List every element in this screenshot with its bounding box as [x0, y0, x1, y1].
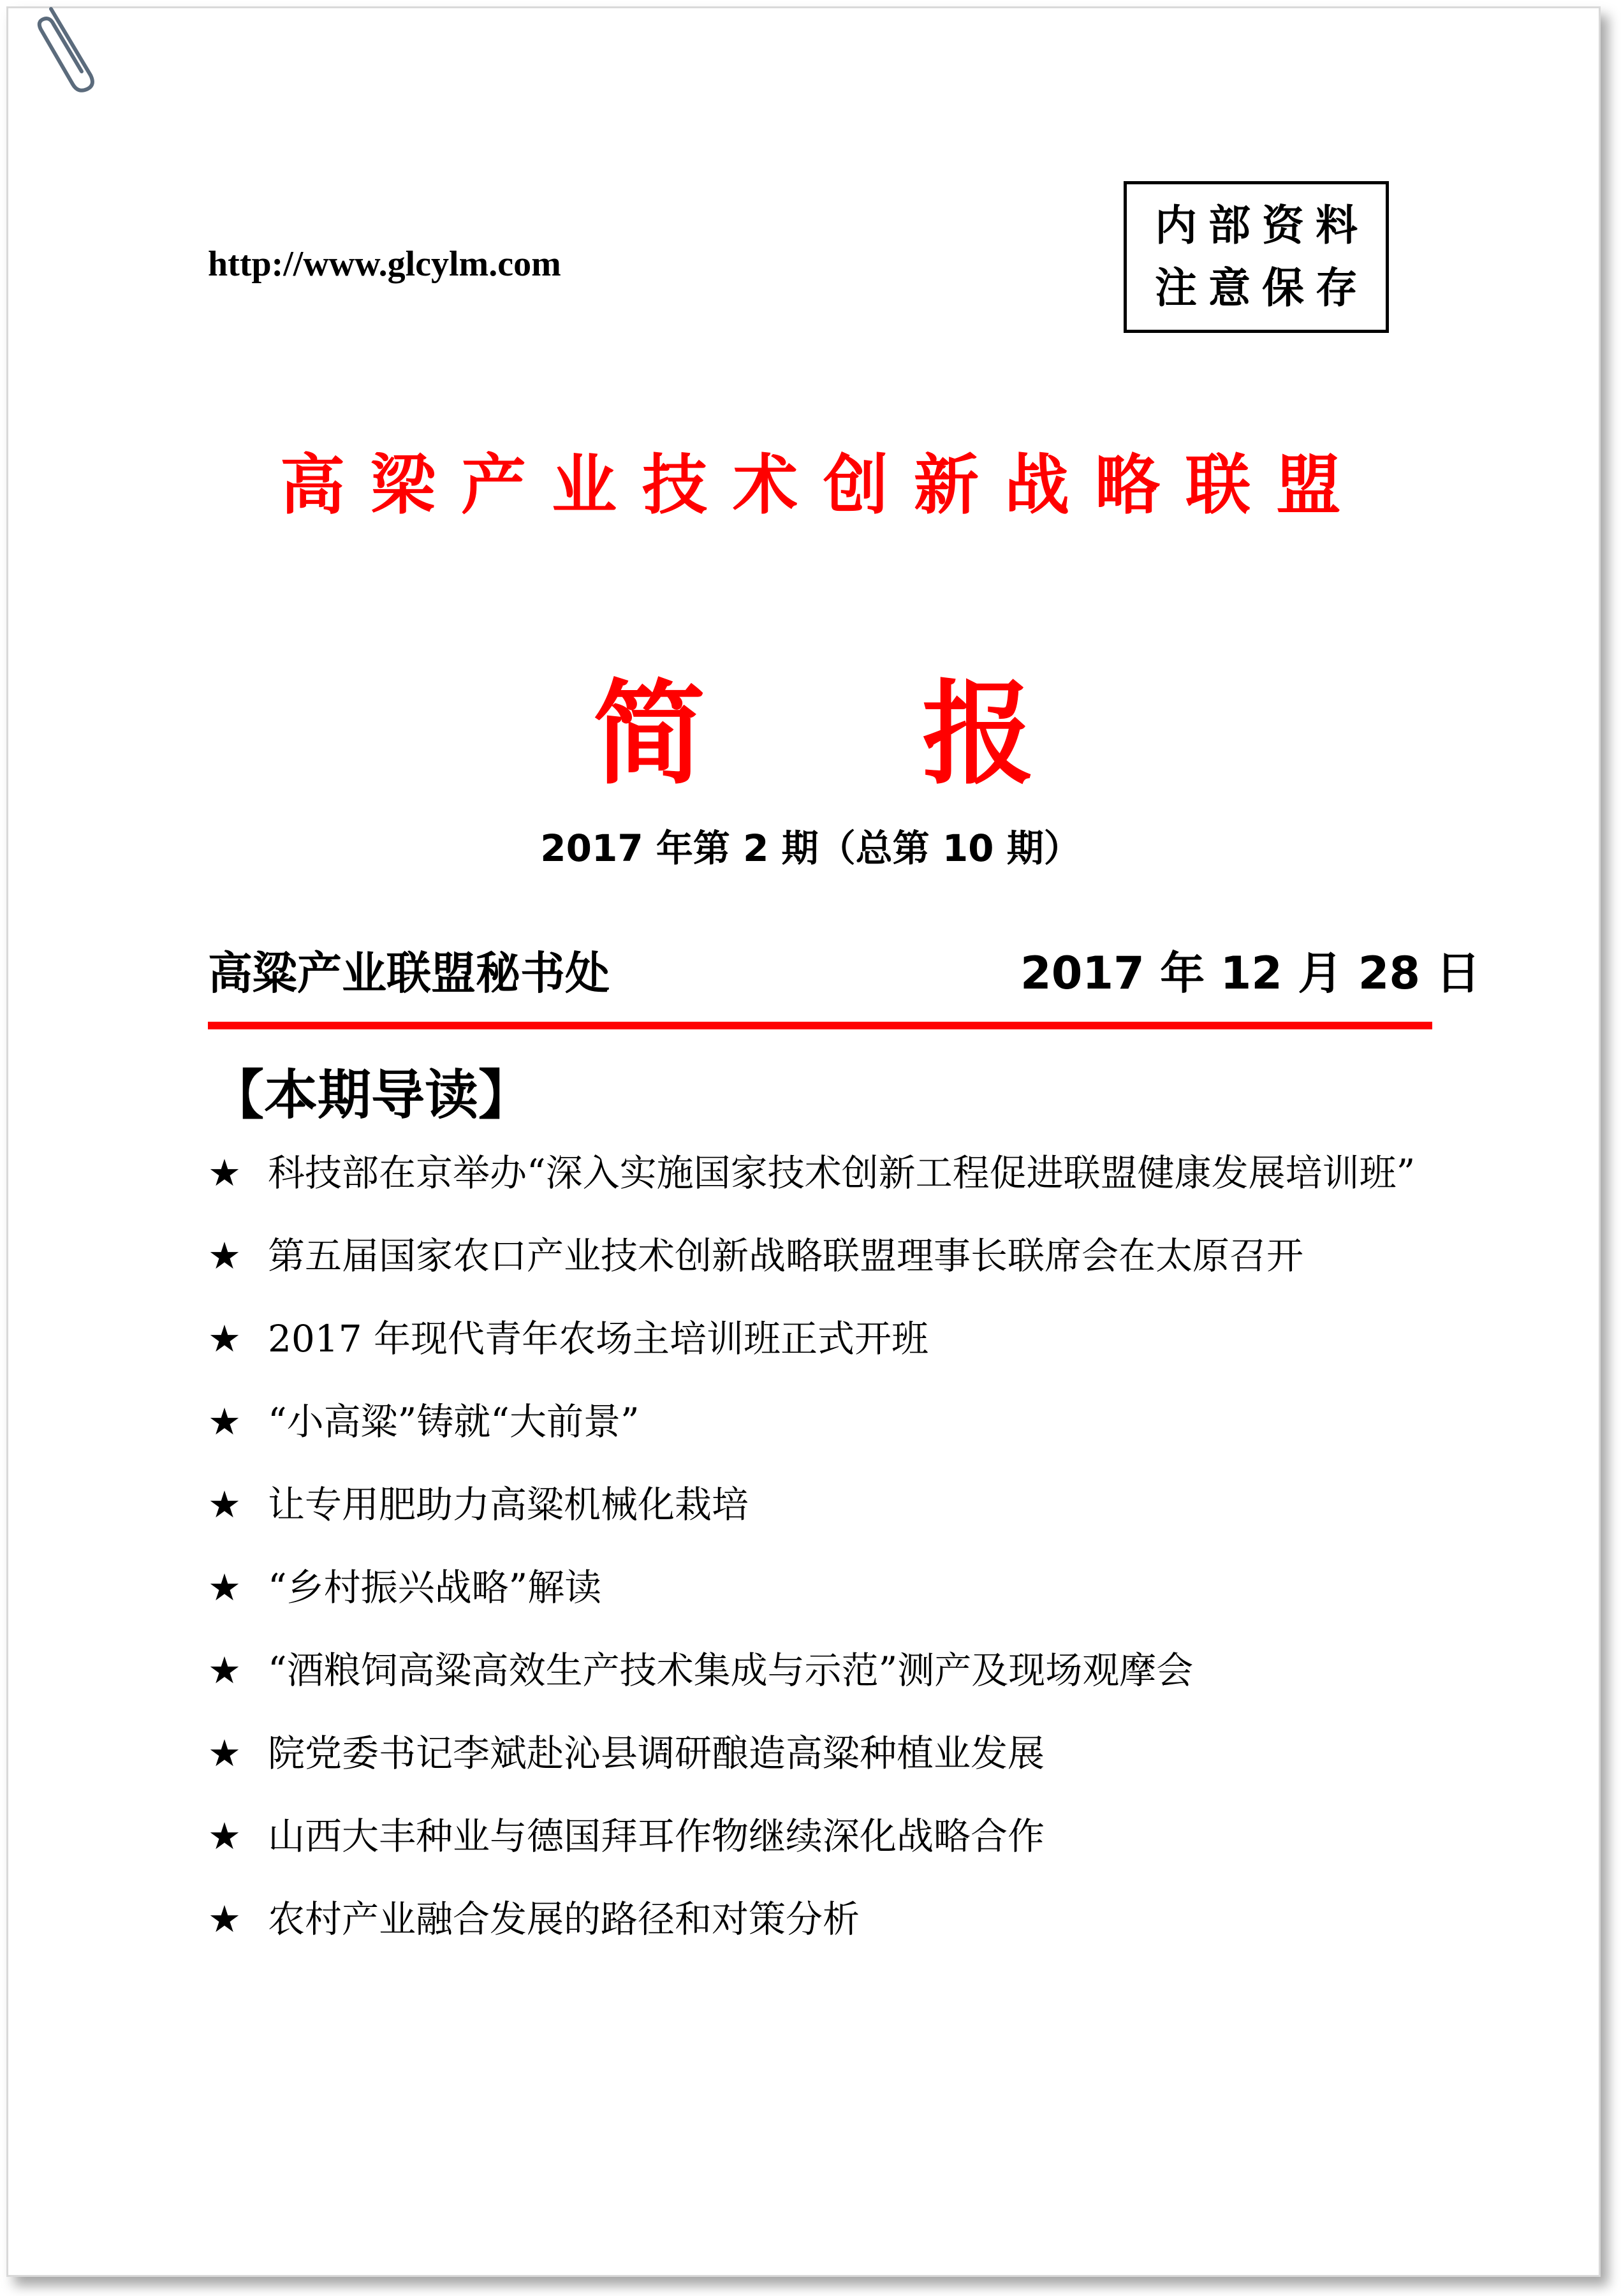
department-name: 高粱产业联盟秘书处	[208, 947, 610, 999]
toc-item-text: “乡村振兴战略”解读	[268, 1566, 602, 1609]
star-icon: ★	[208, 1649, 241, 1692]
issue-number: 2017 年第 2 期（总第 10 期）	[540, 827, 1081, 870]
toc-item-text: 让专用肥助力高粱机械化栽培	[268, 1483, 749, 1526]
toc-item-text: 农村产业融合发展的路径和对策分析	[268, 1897, 860, 1941]
brief-char-2: 报	[922, 668, 1035, 800]
toc-item-text: “小高粱”铸就“大前景”	[268, 1400, 640, 1443]
star-icon: ★	[208, 1814, 241, 1858]
toc-item	[208, 1480, 1419, 1529]
toc-item	[208, 1645, 1419, 1695]
star-icon: ★	[208, 1400, 241, 1443]
toc-item	[208, 1314, 1419, 1364]
stamp-line-1: 内部资料	[1155, 201, 1369, 250]
star-icon: ★	[208, 1483, 241, 1526]
toc-item	[208, 1231, 1419, 1281]
website-url: http://www.glcylm.com	[208, 244, 561, 284]
star-icon: ★	[208, 1897, 241, 1941]
toc-item-text: 山西大丰种业与德国拜耳作物继续深化战略合作	[268, 1814, 1045, 1858]
star-icon: ★	[208, 1566, 241, 1609]
publish-date: 2017 年 12 月 28 日	[1020, 947, 1481, 999]
paperclip-icon	[32, 0, 102, 96]
stamp-line-2: 注意保存	[1155, 263, 1369, 313]
star-icon: ★	[208, 1732, 241, 1775]
brief-title	[593, 644, 1039, 800]
toc-item-text: “酒粮饲高粱高效生产技术集成与示范”测产及现场观摩会	[268, 1649, 1194, 1692]
star-icon: ★	[208, 1151, 241, 1195]
toc-item	[208, 1563, 1419, 1612]
toc-item	[208, 1397, 1419, 1446]
toc-list	[208, 1148, 1419, 1977]
red-divider	[208, 1022, 1432, 1029]
toc-item	[208, 1728, 1419, 1778]
toc-heading: 【本期导读】	[210, 1064, 532, 1126]
toc-item-text: 2017 年现代青年农场主培训班正式开班	[268, 1317, 929, 1360]
toc-item-text: 科技部在京举办“深入实施国家技术创新工程促进联盟健康发展培训班”	[268, 1151, 1416, 1195]
star-icon: ★	[208, 1234, 241, 1277]
toc-item	[208, 1894, 1419, 1944]
star-icon: ★	[208, 1317, 241, 1360]
toc-item	[208, 1811, 1419, 1861]
internal-stamp	[1124, 181, 1389, 333]
brief-char-1: 简	[593, 668, 706, 800]
organization-title: 高梁产业技术创新战略联盟	[280, 448, 1367, 524]
toc-item	[208, 1131, 1419, 1214]
toc-item-text: 第五届国家农口产业技术创新战略联盟理事长联席会在太原召开	[268, 1234, 1304, 1277]
toc-item-text: 院党委书记李斌赴沁县调研酿造高粱种植业发展	[268, 1732, 1045, 1775]
